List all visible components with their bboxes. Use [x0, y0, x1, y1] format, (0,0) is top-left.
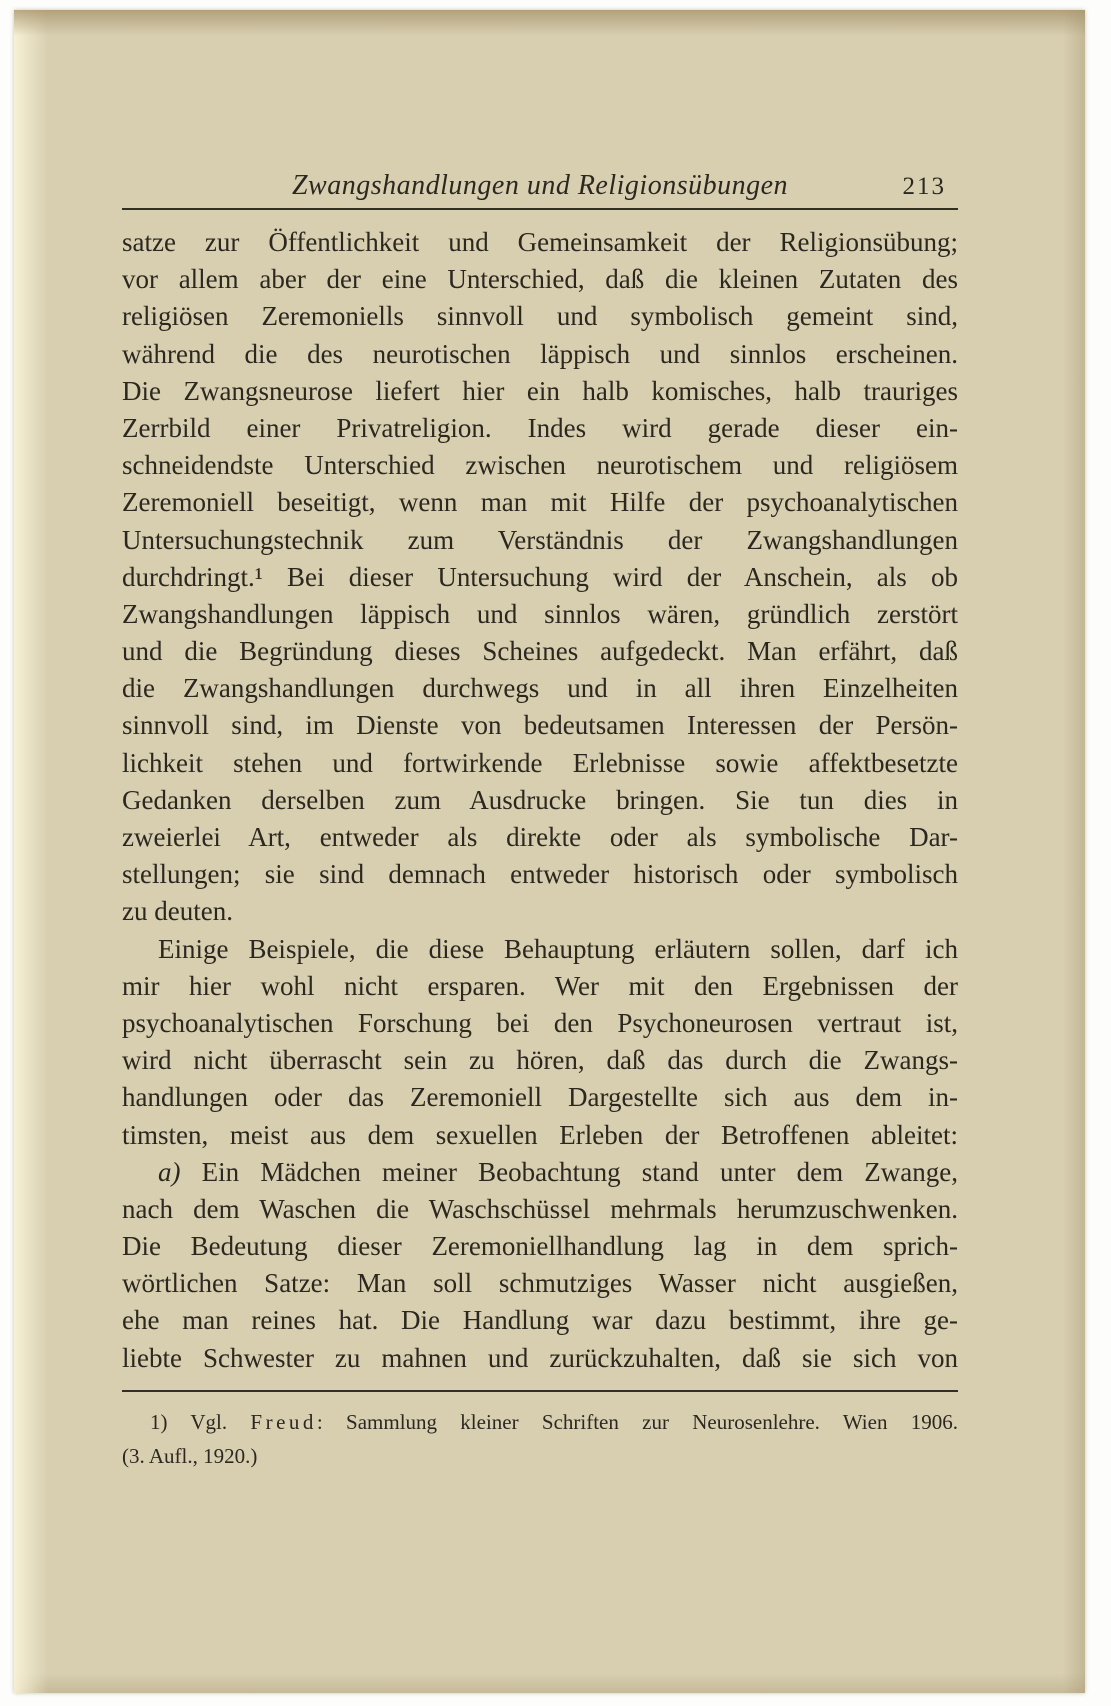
text-line: mir hier wohl nicht ersparen. Wer mit den Ergebnissen der [122, 970, 958, 1001]
text-line: Zerrbild einer Privatreligion. Indes wird gerade dieser ein- [122, 412, 958, 443]
text-line: satze zur Öffentlichkeit und Gemeinsamkeit der Religionsübung; [122, 227, 958, 257]
text-line: die Zwangshandlungen durchwegs und in all ihren Einzelheiten [122, 673, 958, 704]
text-line: liebte Schwester zu mahnen und zurückzuhalten, daß sie sich von [122, 1342, 958, 1373]
text-line: zweierlei Art, entweder als direkte oder als symbolische Dar- [122, 822, 958, 852]
text-line: handlungen oder das Zeremoniell Dargestellte sich aus dem in- [122, 1082, 958, 1113]
text-line: psychoanalytischen Forschung bei den Psychoneurosen vertraut ist, [122, 1007, 958, 1038]
running-head: Zwangshandlungen und Religionsübungen [291, 170, 789, 201]
text-line: zu deuten. [122, 896, 233, 927]
header-rule [122, 208, 958, 210]
text-line: timsten, meist aus dem sexuellen Erleben der Betroffenen ableitet: [122, 1119, 958, 1150]
footnote-line: 1) Vgl. Freud: Sammlung kleiner Schriften zur Neurosenlehre. Wien 1906. [150, 1409, 958, 1434]
footnote [122, 1405, 958, 1473]
text-line: wird nicht überrascht sein zu hören, daß das durch die Zwangs- [122, 1045, 958, 1076]
text-line: und die Begründung dieses Scheines aufgedeckt. Man erfährt, daß [122, 636, 958, 667]
text-line: Die Bedeutung dieser Zeremoniellhandlung lag in dem sprich- [122, 1231, 958, 1262]
footnote-line: (3. Aufl., 1920.) [122, 1443, 258, 1468]
page-header [122, 170, 958, 204]
text-line: Zwangshandlungen läppisch und sinnlos wären, gründlich zerstört [122, 598, 958, 629]
body-text [122, 224, 958, 1377]
text-line: religiösen Zeremoniells sinnvoll und symbolisch gemeint sind, [122, 301, 958, 332]
text-line: Die Zwangsneurose liefert hier ein halb komisches, halb trauriges [122, 375, 958, 406]
page-number: 213 [902, 173, 946, 200]
footnote-rule [122, 1390, 958, 1392]
text-line: durchdringt.¹ Bei dieser Untersuchung wird der Anschein, als ob [122, 561, 958, 592]
text-line: ehe man reines hat. Die Handlung war dazu bestimmt, ihre ge- [122, 1305, 958, 1336]
text-line: a) Ein Mädchen meiner Beobachtung stand unter dem Zwange, [158, 1156, 958, 1187]
text-line: während die des neurotischen läppisch und sinnlos erscheinen. [122, 338, 958, 369]
text-line: stellungen; sie sind demnach entweder historisch oder symbolisch [122, 859, 958, 890]
text-line: Zeremoniell beseitigt, wenn man mit Hilfe der psychoanalytischen [122, 487, 958, 518]
text-line: nach dem Waschen die Waschschüssel mehrmals herumzuschwenken. [122, 1193, 958, 1224]
page-content [122, 170, 958, 1473]
text-line: schneidendste Unterschied zwischen neurotischem und religiösem [122, 450, 958, 481]
book-page [14, 10, 1085, 1693]
text-line: vor allem aber der eine Unterschied, daß die kleinen Zutaten des [122, 264, 958, 295]
text-line: Untersuchungstechnik zum Verständnis der Zwangshandlungen [122, 524, 958, 555]
text-line: lichkeit stehen und fortwirkende Erlebnisse sowie affektbesetzte [122, 747, 958, 778]
text-line: Einige Beispiele, die diese Behauptung erläutern sollen, darf ich [158, 933, 958, 964]
text-line: wörtlichen Satze: Man soll schmutziges Wasser nicht ausgießen, [122, 1268, 958, 1299]
text-line: sinnvoll sind, im Dienste von bedeutsamen Interessen der Persön- [122, 710, 958, 741]
paragraph-marker: a) [158, 1156, 181, 1187]
text-line: Gedanken derselben zum Ausdrucke bringen. Sie tun dies in [122, 784, 958, 815]
